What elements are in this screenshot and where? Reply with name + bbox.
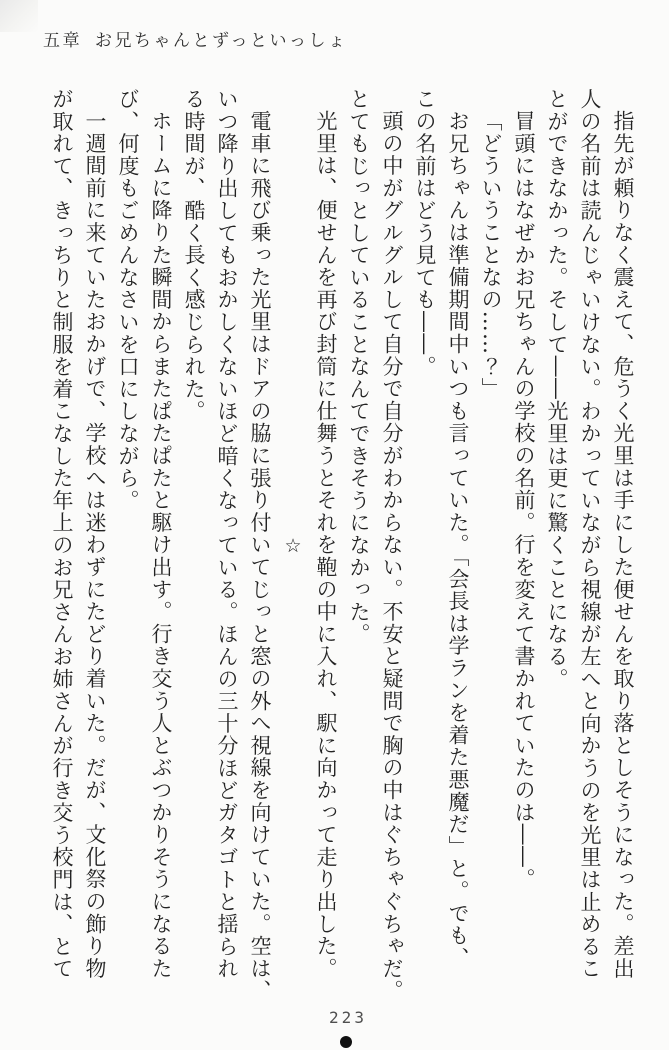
text-column: お兄ちゃんは準備期間中いつも言っていた。「会長は学ランを着た悪魔だ」と。でも、 [446, 110, 470, 970]
text-column: とてもじっとしていることなんてできそうになかった。 [347, 88, 371, 646]
vertical-text-block [45, 88, 639, 1003]
text-column: 電車に飛び乗った光里はドアの脇に張り付いてじっと窓の外へ視線を向けていた。空は、 [248, 110, 272, 1002]
text-column: 一週間前に来ていたおかげで、学校へは迷わずにたどり着いた。だが、文化祭の飾り物 [83, 110, 107, 980]
section-break-star: ☆ [282, 534, 304, 557]
text-column: ホームに降りた瞬間からまたぱたぱたと駆け出す。行き交う人とぶつかりそうになるた [149, 110, 173, 980]
chapter-number: 五章 [43, 31, 82, 51]
scan-corner-artifact [0, 0, 38, 32]
chapter-title: お兄ちゃんとずっといっしょ [95, 31, 348, 51]
text-column: 人の名前は読んじゃいけない。わかっていながら視線が左へと向かうのを光里は止めるこ [578, 88, 602, 980]
text-column: 冒頭にはなぜかお兄ちゃんの学校の名前。行を変えて書かれていたのは――。 [512, 110, 536, 891]
text-column: 光里は、便せんを再び封筒に仕舞うとそれを鞄の中に入れ、駅に向かって走り出した。 [314, 110, 338, 980]
text-column: この名前はどう見ても――。 [413, 88, 437, 378]
chapter-header [43, 26, 347, 51]
text-column: 「どういうことなの……？」 [479, 110, 503, 400]
text-column: が取れて、きっちりと制服を着こなした年上のお兄さんお姉さんが行き交う校門は、とて [50, 88, 74, 980]
text-column: いつ降り出してもおかしくないほど暗くなっている。ほんの三十分ほどガタゴトと揺られ [215, 88, 239, 980]
text-column: 頭の中がグルグルして自分で自分がわからない。不安と疑問で胸の中はぐちゃぐちゃだ。 [380, 110, 404, 1002]
text-column: とができなかった。そして――光里は更に驚くことになる。 [545, 88, 569, 691]
text-column: 指先が頼りなく震えて、危うく光里は手にした便せんを取り落としそうになった。差出 [611, 110, 635, 980]
text-column: る時間が、酷く長く感じられた。 [182, 88, 206, 423]
text-column: び、何度もごめんなさいを口にしながら。 [116, 88, 140, 512]
footer-dot-marker [340, 1036, 352, 1048]
page-number: 223 [329, 1008, 367, 1027]
